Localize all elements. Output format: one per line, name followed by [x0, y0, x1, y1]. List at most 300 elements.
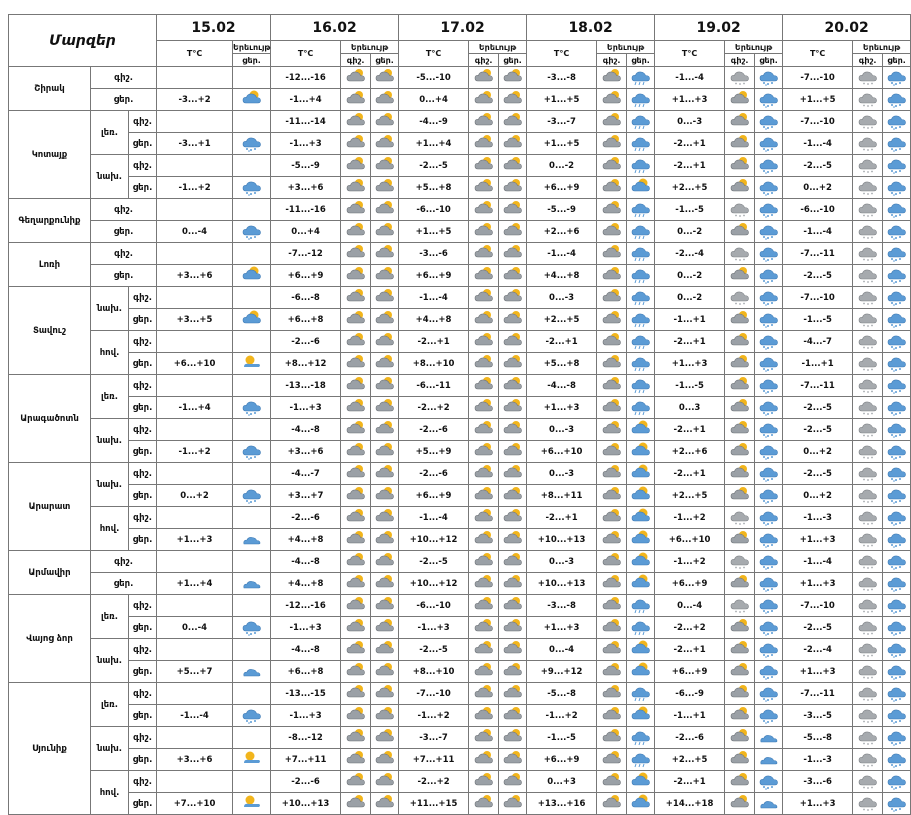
weather-cell	[499, 463, 527, 485]
weather-cell	[755, 375, 783, 397]
partly-cloudy-icon	[473, 617, 495, 638]
weather-cell	[233, 419, 271, 441]
region-name: Տավուշ	[9, 287, 91, 375]
temperature-value: -5...-9	[271, 155, 341, 177]
temperature-value: -3...-6	[399, 243, 469, 265]
weather-cell	[499, 397, 527, 419]
weather-cell	[233, 199, 271, 221]
partly-cloudy-icon	[601, 573, 623, 594]
weather-cell	[725, 573, 755, 595]
weather-cell	[341, 177, 371, 199]
weather-cell	[853, 463, 883, 485]
weather-cell	[233, 331, 271, 353]
temperature-value: -1...-4	[527, 243, 597, 265]
partly-cloudy-icon	[345, 397, 367, 418]
temperature-value: -2...-5	[399, 639, 469, 661]
temp-column-header: T°C	[655, 41, 725, 67]
phenomenon-column-header: Երեւույթ	[725, 41, 783, 54]
weather-cell	[469, 529, 499, 551]
period-label: գիշ.	[129, 727, 157, 749]
partly-cloudy-icon	[345, 507, 367, 528]
partly-cloudy-icon	[729, 419, 751, 440]
temperature-value: -2...-5	[783, 397, 853, 419]
partly-cloudy-icon	[374, 309, 396, 330]
sun-rain-icon	[241, 793, 263, 814]
temperature-value	[157, 463, 233, 485]
weather-cell	[233, 705, 271, 727]
weather-cell	[371, 265, 399, 287]
weather-cell	[233, 749, 271, 771]
temperature-value: -1...+2	[655, 551, 725, 573]
weather-cell	[755, 111, 783, 133]
temperature-value: 0...-3	[527, 551, 597, 573]
weather-cell	[853, 683, 883, 705]
weather-cell	[597, 617, 627, 639]
partly-cloudy-icon	[473, 595, 495, 616]
partly-cloudy-icon	[502, 397, 524, 418]
partly-cloudy-icon	[601, 309, 623, 330]
partly-cloudy-icon	[345, 793, 367, 814]
temperature-value: +8...+11	[527, 485, 597, 507]
weather-cell	[499, 309, 527, 331]
weather-cell	[853, 771, 883, 793]
day-subheader: ցեր.	[233, 54, 271, 67]
weather-cell	[499, 111, 527, 133]
partly-cloudy-icon	[473, 309, 495, 330]
period-label: գիշ.	[129, 419, 157, 441]
temperature-value: 0...3	[655, 397, 725, 419]
partly-cloudy-icon	[473, 793, 495, 814]
temperature-value: -1...-4	[399, 507, 469, 529]
cloud-snow-icon	[758, 617, 780, 638]
weather-cell	[627, 749, 655, 771]
temperature-value	[157, 243, 233, 265]
partly-cloudy-icon	[601, 89, 623, 110]
weather-cell	[233, 573, 271, 595]
cloud-snow-icon	[758, 221, 780, 242]
weather-cell	[597, 331, 627, 353]
weather-cell	[233, 485, 271, 507]
partly-cloudy-icon	[345, 661, 367, 682]
partly-cloudy-icon	[345, 155, 367, 176]
temperature-value: -2...+1	[399, 331, 469, 353]
cloud-snow-icon	[758, 441, 780, 462]
region-header: Մարզեր	[9, 15, 157, 67]
weather-cell	[469, 705, 499, 727]
weather-cell	[371, 595, 399, 617]
cloud-snow-icon	[758, 397, 780, 418]
partly-cloudy-icon	[729, 705, 751, 726]
weather-cell	[341, 463, 371, 485]
temperature-value: -4...-9	[399, 111, 469, 133]
weather-cell	[371, 463, 399, 485]
forecast-row	[9, 463, 911, 485]
cloud-rain-icon	[630, 287, 652, 308]
weather-cell	[755, 551, 783, 573]
date-header: 17.02	[399, 15, 527, 41]
temp-column-header: T°C	[271, 41, 341, 67]
weather-cell	[755, 419, 783, 441]
partly-cloudy-icon	[374, 749, 396, 770]
night-subheader: գիշ.	[469, 54, 499, 67]
temperature-value: 0...-3	[527, 287, 597, 309]
sub-area: նախ.	[91, 639, 129, 683]
temperature-value: -7...-12	[271, 243, 341, 265]
temperature-value	[157, 287, 233, 309]
period-label: ցեր.	[129, 177, 157, 199]
temperature-value: -6...-8	[271, 287, 341, 309]
weather-cell	[725, 265, 755, 287]
weather-cell	[233, 243, 271, 265]
period-label: ցեր.	[129, 617, 157, 639]
period-label: ցեր.	[129, 353, 157, 375]
temperature-value: -1...-4	[783, 551, 853, 573]
cloud-snow-icon	[886, 67, 908, 88]
weather-cell	[233, 529, 271, 551]
cloud-snow-icon	[758, 683, 780, 704]
partly-cloudy-icon	[601, 661, 623, 682]
weather-cell	[883, 683, 911, 705]
temperature-value: -2...-6	[399, 419, 469, 441]
weather-cell	[341, 507, 371, 529]
temperature-value: -3...+1	[157, 133, 233, 155]
partly-cloudy-icon	[374, 529, 396, 550]
forecast-row	[9, 617, 911, 639]
period-label: ցեր.	[91, 89, 157, 111]
partly-cloudy-icon	[345, 199, 367, 220]
temperature-value: -2...-6	[271, 331, 341, 353]
temperature-value: -4...-8	[271, 639, 341, 661]
temperature-value: +4...+8	[271, 573, 341, 595]
partly-cloudy-icon	[345, 375, 367, 396]
cloud-snow-icon	[886, 331, 908, 352]
weather-cell	[755, 485, 783, 507]
partly-cloudy-icon	[374, 353, 396, 374]
partly-sunny-icon	[241, 309, 263, 330]
cloudy-icon	[857, 441, 879, 462]
forecast-row	[9, 243, 911, 265]
temperature-value: -3...-7	[399, 727, 469, 749]
partly-cloudy-icon	[601, 749, 623, 770]
phenomenon-column-header: Երեւույթ	[853, 41, 911, 54]
temperature-value: 0...-3	[655, 111, 725, 133]
weather-cell	[755, 397, 783, 419]
partly-cloudy-icon	[374, 133, 396, 154]
temperature-value: -2...+2	[399, 397, 469, 419]
cloud-rain-icon	[630, 89, 652, 110]
temperature-value: -2...+1	[655, 771, 725, 793]
cloudy-icon	[857, 397, 879, 418]
partly-cloudy-icon	[473, 243, 495, 264]
temperature-value: -7...-11	[783, 683, 853, 705]
weather-cell	[883, 705, 911, 727]
region-name: Գեղարքունիք	[9, 199, 91, 243]
temperature-value: -1...+2	[157, 177, 233, 199]
cloudy-icon	[857, 793, 879, 814]
weather-cell	[725, 177, 755, 199]
period-label: ցեր.	[129, 441, 157, 463]
weather-cell	[627, 705, 655, 727]
weather-cell	[725, 331, 755, 353]
temperature-value: -1...-4	[157, 705, 233, 727]
partly-cloudy-icon	[729, 771, 751, 792]
weather-cell	[627, 155, 655, 177]
weather-cell	[755, 573, 783, 595]
partly-cloudy-icon	[473, 529, 495, 550]
weather-cell	[499, 89, 527, 111]
cloudy-icon	[857, 551, 879, 572]
cloud-rain-icon	[630, 133, 652, 154]
cloud-snow-icon	[886, 617, 908, 638]
weather-cell	[883, 309, 911, 331]
temperature-value: +1...+3	[783, 661, 853, 683]
partly-cloudy-icon	[729, 177, 751, 198]
partly-cloudy-icon	[601, 485, 623, 506]
weather-cell	[371, 551, 399, 573]
partly-cloudy-icon	[473, 639, 495, 660]
temperature-value: -2...-4	[655, 243, 725, 265]
weather-cell	[597, 507, 627, 529]
weather-cell	[883, 793, 911, 815]
weather-cell	[499, 419, 527, 441]
sub-area: նախ.	[91, 419, 129, 463]
weather-cell	[853, 749, 883, 771]
weather-cell	[597, 683, 627, 705]
partly-cloudy-icon	[502, 727, 524, 748]
weather-cell	[233, 639, 271, 661]
cloudy-icon	[857, 617, 879, 638]
date-header: 16.02	[271, 15, 399, 41]
cloud-snow-icon	[758, 265, 780, 286]
weather-cell	[627, 265, 655, 287]
cloud-snow-icon	[886, 793, 908, 814]
weather-cell	[883, 111, 911, 133]
weather-cell	[725, 551, 755, 573]
temp-column-header: T°C	[157, 41, 233, 67]
weather-cell	[853, 441, 883, 463]
weather-cell	[725, 287, 755, 309]
partly-cloudy-icon	[374, 595, 396, 616]
weather-cell	[499, 727, 527, 749]
partly-cloudy-icon	[502, 595, 524, 616]
weather-cell	[341, 639, 371, 661]
weather-cell	[627, 309, 655, 331]
weather-cell	[755, 221, 783, 243]
weather-cell	[469, 67, 499, 89]
weather-cell	[853, 617, 883, 639]
partly-cloudy-icon	[473, 727, 495, 748]
temperature-value: -7...-11	[783, 243, 853, 265]
cloud-snow-icon	[758, 199, 780, 220]
weather-cell	[233, 793, 271, 815]
temperature-value: +6...+9	[655, 661, 725, 683]
partly-cloudy-icon	[502, 639, 524, 660]
weather-cell	[341, 551, 371, 573]
weather-cell	[627, 485, 655, 507]
night-subheader: գիշ.	[725, 54, 755, 67]
weather-cell	[853, 573, 883, 595]
partly-cloudy-icon	[729, 617, 751, 638]
weather-cell	[853, 67, 883, 89]
partly-sunny-icon	[630, 529, 652, 550]
forecast-row	[9, 749, 911, 771]
cloud-snow-icon	[886, 529, 908, 550]
weather-cell	[469, 551, 499, 573]
weather-cell	[597, 67, 627, 89]
temperature-value: +1...+3	[783, 793, 853, 815]
sub-area: հով.	[91, 771, 129, 815]
weather-cell	[597, 375, 627, 397]
temperature-value: +6...+9	[399, 485, 469, 507]
sub-area: նախ.	[91, 287, 129, 331]
temperature-value: +7...+10	[157, 793, 233, 815]
weather-cell	[725, 683, 755, 705]
weather-cell	[371, 89, 399, 111]
weather-cell	[499, 705, 527, 727]
weather-cell	[883, 177, 911, 199]
temperature-value: +8...+10	[399, 661, 469, 683]
temperature-value	[157, 551, 233, 573]
temperature-value: -2...+2	[655, 617, 725, 639]
day-subheader: ցեր.	[755, 54, 783, 67]
weather-cell	[597, 243, 627, 265]
partly-cloudy-icon	[502, 133, 524, 154]
weather-cell	[853, 199, 883, 221]
weather-cell	[341, 331, 371, 353]
partly-cloudy-icon	[729, 353, 751, 374]
temperature-value: +1...+3	[157, 529, 233, 551]
day-subheader: ցեր.	[371, 54, 399, 67]
weather-cell	[755, 617, 783, 639]
temperature-value: -1...-4	[399, 287, 469, 309]
cloudy-icon	[729, 199, 751, 220]
partly-cloudy-icon	[374, 551, 396, 572]
weather-cell	[883, 639, 911, 661]
temperature-value: -1...+2	[527, 705, 597, 727]
cloud-rain-icon	[630, 309, 652, 330]
weather-cell	[233, 155, 271, 177]
partly-cloudy-icon	[374, 199, 396, 220]
date-header: 15.02	[157, 15, 271, 41]
sun-rain-icon	[241, 353, 263, 374]
temperature-value	[157, 727, 233, 749]
weather-cell	[627, 133, 655, 155]
partly-cloudy-icon	[374, 419, 396, 440]
weather-cell	[371, 419, 399, 441]
temperature-value: -1...+4	[271, 89, 341, 111]
weather-cell	[597, 111, 627, 133]
temperature-value: -8...-12	[271, 727, 341, 749]
partly-cloudy-icon	[502, 573, 524, 594]
weather-cell	[883, 749, 911, 771]
region-name: Կոտայք	[9, 111, 91, 199]
weather-cell	[755, 265, 783, 287]
cloudy-icon	[857, 419, 879, 440]
weather-cell	[341, 441, 371, 463]
weather-cell	[499, 617, 527, 639]
temperature-value: +11...+15	[399, 793, 469, 815]
weather-cell	[499, 441, 527, 463]
temperature-value	[157, 111, 233, 133]
partly-cloudy-icon	[345, 705, 367, 726]
partly-cloudy-icon	[502, 705, 524, 726]
partly-sunny-icon	[630, 463, 652, 484]
cloudy-icon	[857, 375, 879, 396]
partly-cloudy-icon	[729, 111, 751, 132]
temperature-value: -6...-10	[399, 595, 469, 617]
weather-cell	[469, 221, 499, 243]
cloud-snow-icon	[758, 595, 780, 616]
partly-cloudy-icon	[601, 287, 623, 308]
weather-cell	[725, 221, 755, 243]
temperature-value: +1...+5	[399, 221, 469, 243]
cloudy-icon	[857, 705, 879, 726]
weather-cell	[853, 353, 883, 375]
temperature-value: -2...-5	[399, 155, 469, 177]
period-label: ցեր.	[129, 661, 157, 683]
weather-cell	[755, 595, 783, 617]
temperature-value: -2...+1	[527, 331, 597, 353]
weather-cell	[725, 375, 755, 397]
partly-cloudy-icon	[473, 507, 495, 528]
weather-cell	[371, 287, 399, 309]
weather-cell	[853, 793, 883, 815]
weather-cell	[499, 375, 527, 397]
temperature-value: 0...-3	[527, 463, 597, 485]
partly-cloudy-icon	[601, 199, 623, 220]
period-label: գիշ.	[129, 639, 157, 661]
partly-cloudy-icon	[374, 111, 396, 132]
weather-cell	[233, 111, 271, 133]
weather-cell	[627, 661, 655, 683]
partly-sunny-icon	[630, 661, 652, 682]
region-name: Լոռի	[9, 243, 91, 287]
weather-cell	[341, 485, 371, 507]
temperature-value: +1...+3	[655, 353, 725, 375]
weather-cell	[499, 485, 527, 507]
weather-cell	[627, 67, 655, 89]
partly-cloudy-icon	[502, 67, 524, 88]
partly-cloudy-icon	[473, 221, 495, 242]
partly-cloudy-icon	[345, 463, 367, 484]
cloud-snow-icon	[758, 573, 780, 594]
temperature-value: -13...-15	[271, 683, 341, 705]
cloud-rain-icon	[630, 595, 652, 616]
temperature-value: +10...+12	[399, 573, 469, 595]
weather-cell	[371, 661, 399, 683]
weather-cell	[341, 771, 371, 793]
weather-cell	[883, 661, 911, 683]
weather-cell	[371, 705, 399, 727]
weather-cell	[233, 661, 271, 683]
weather-cell	[341, 397, 371, 419]
forecast-row	[9, 287, 911, 309]
weather-cell	[341, 419, 371, 441]
temperature-value: -6...-10	[399, 199, 469, 221]
forecast-row	[9, 111, 911, 133]
temperature-value: -1...-5	[655, 375, 725, 397]
weather-cell	[371, 67, 399, 89]
weather-cell	[853, 155, 883, 177]
partly-cloudy-icon	[502, 89, 524, 110]
cloudy-icon	[857, 265, 879, 286]
weather-cell	[627, 463, 655, 485]
weather-cell	[371, 397, 399, 419]
temperature-value: -3...-7	[527, 111, 597, 133]
cloudy-icon	[857, 177, 879, 198]
weather-cell	[883, 617, 911, 639]
cloud-snow-icon	[241, 705, 263, 726]
